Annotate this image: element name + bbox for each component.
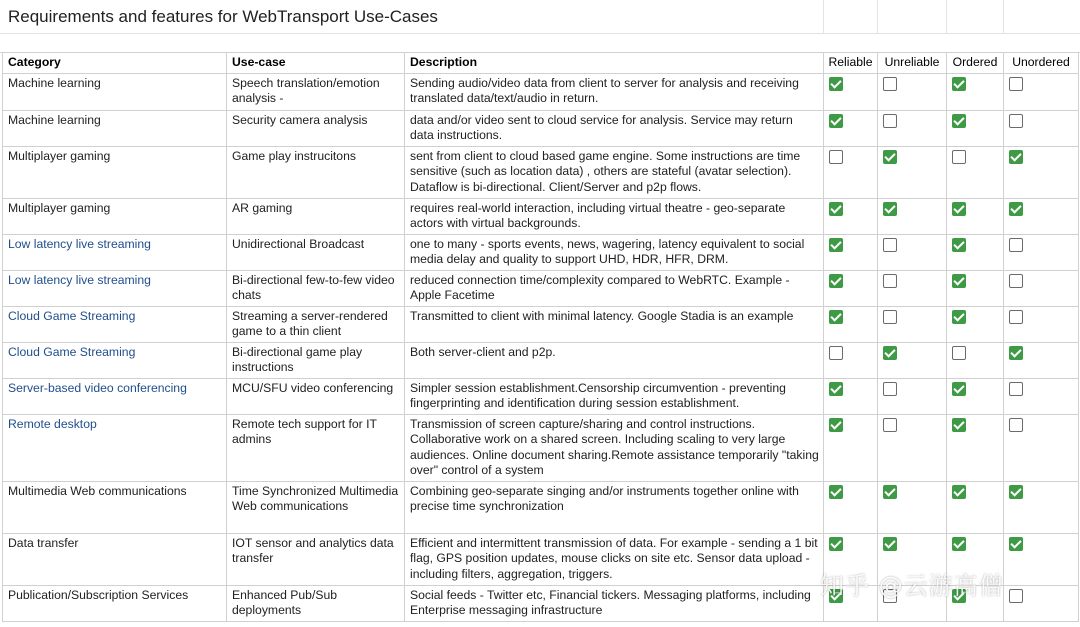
cell-category[interactable]: Low latency live streaming [3, 271, 227, 307]
checkbox-checked[interactable] [952, 382, 966, 396]
checkbox-checked[interactable] [829, 310, 843, 324]
checkbox-checked[interactable] [829, 202, 843, 216]
use-case-table [2, 52, 1079, 622]
checkbox-unchecked[interactable] [883, 310, 897, 324]
cell-description[interactable]: Transmitted to client with minimal latency. Google Stadia is an example [405, 307, 824, 343]
grid-line [1003, 0, 1004, 33]
cell-description[interactable]: requires real-world interaction, including virtual theatre - geo-separate actors with virtual backgrounds. [405, 199, 824, 235]
cell-ordered [947, 147, 1004, 199]
cell-unreliable [878, 343, 947, 379]
cell-category[interactable]: Remote desktop [3, 415, 227, 482]
header-description: Description [405, 53, 824, 74]
cell-reliable [824, 307, 878, 343]
checkbox-checked[interactable] [829, 238, 843, 252]
checkbox-unchecked[interactable] [1009, 382, 1023, 396]
cell-usecase[interactable]: MCU/SFU video conferencing [227, 379, 405, 415]
cell-ordered [947, 74, 1004, 111]
cell-usecase[interactable]: Bi-directional game play instructions [227, 343, 405, 379]
checkbox-unchecked[interactable] [883, 238, 897, 252]
cell-category[interactable]: Machine learning [3, 74, 227, 111]
cell-unreliable [878, 307, 947, 343]
title-row [0, 0, 1080, 34]
cell-unreliable [878, 271, 947, 307]
checkbox-unchecked[interactable] [952, 346, 966, 360]
cell-reliable [824, 74, 878, 111]
cell-usecase[interactable]: Speech translation/emotion analysis - [227, 74, 405, 111]
checkbox-checked[interactable] [952, 238, 966, 252]
checkbox-checked[interactable] [952, 418, 966, 432]
cell-usecase[interactable]: IOT sensor and analytics data transfer [227, 534, 405, 586]
cell-category[interactable]: Cloud Game Streaming [3, 307, 227, 343]
table-row [3, 271, 1079, 307]
cell-ordered [947, 482, 1004, 534]
cell-ordered [947, 343, 1004, 379]
grid-line [946, 0, 947, 33]
cell-unordered [1004, 379, 1079, 415]
cell-ordered [947, 379, 1004, 415]
checkbox-checked[interactable] [952, 77, 966, 91]
checkbox-unchecked[interactable] [883, 114, 897, 128]
cell-category[interactable]: Machine learning [3, 111, 227, 147]
checkbox-checked[interactable] [1009, 202, 1023, 216]
checkbox-unchecked[interactable] [829, 150, 843, 164]
table-row [3, 415, 1079, 482]
cell-description[interactable]: one to many - sports events, news, wagering, latency equivalent to social media delay and quality to support UHD, HDR, HFR, DRM. [405, 235, 824, 271]
table-row [3, 74, 1079, 111]
checkbox-checked[interactable] [829, 418, 843, 432]
cell-reliable [824, 379, 878, 415]
empty-row [0, 33, 1080, 53]
checkbox-checked[interactable] [883, 537, 897, 551]
checkbox-checked[interactable] [1009, 485, 1023, 499]
cell-unordered [1004, 271, 1079, 307]
cell-reliable [824, 111, 878, 147]
cell-category[interactable]: Cloud Game Streaming [3, 343, 227, 379]
cell-description[interactable]: Both server-client and p2p. [405, 343, 824, 379]
checkbox-checked[interactable] [952, 114, 966, 128]
cell-reliable [824, 199, 878, 235]
cell-usecase[interactable]: Unidirectional Broadcast [227, 235, 405, 271]
table-row [3, 343, 1079, 379]
sheet-title: Requirements and features for WebTransport Use-Cases [8, 7, 438, 26]
checkbox-unchecked[interactable] [1009, 418, 1023, 432]
cell-ordered [947, 415, 1004, 482]
cell-description[interactable]: Sending audio/video data from client to server for analysis and receiving translated data/text/audio in return. [405, 74, 824, 111]
checkbox-checked[interactable] [883, 202, 897, 216]
cell-usecase[interactable]: Time Synchronized Multimedia Web communications [227, 482, 405, 534]
checkbox-checked[interactable] [952, 202, 966, 216]
header-unreliable: Unreliable [878, 53, 947, 74]
cell-unreliable [878, 415, 947, 482]
cell-category[interactable]: Publication/Subscription Services [3, 586, 227, 622]
cell-description[interactable]: Transmission of screen capture/sharing and control instructions. Collaborative work on a shared screen. Including scaling to very large audiences. Online document sharing.Remote assistance temporarily "taking over" control of a system [405, 415, 824, 482]
cell-unordered [1004, 307, 1079, 343]
cell-description[interactable]: Combining geo-separate singing and/or instruments together online with precise time synchronization [405, 482, 824, 534]
cell-unordered [1004, 111, 1079, 147]
table-row [3, 199, 1079, 235]
checkbox-checked[interactable] [829, 537, 843, 551]
cell-reliable [824, 147, 878, 199]
cell-unordered [1004, 534, 1079, 586]
checkbox-checked[interactable] [829, 274, 843, 288]
checkbox-unchecked[interactable] [1009, 238, 1023, 252]
checkbox-unchecked[interactable] [952, 150, 966, 164]
cell-unordered [1004, 74, 1079, 111]
cell-reliable [824, 343, 878, 379]
checkbox-checked[interactable] [1009, 150, 1023, 164]
cell-unordered [1004, 482, 1079, 534]
cell-unreliable [878, 111, 947, 147]
cell-usecase[interactable]: Remote tech support for IT admins [227, 415, 405, 482]
cell-unordered [1004, 199, 1079, 235]
checkbox-unchecked[interactable] [1009, 274, 1023, 288]
checkbox-checked[interactable] [829, 382, 843, 396]
cell-unordered [1004, 343, 1079, 379]
table-row [3, 235, 1079, 271]
checkbox-checked[interactable] [883, 150, 897, 164]
cell-description[interactable]: Efficient and intermittent transmission of data. For example - sending a 1 bit flag, GPS position updates, mouse clicks on site etc. Sensor data upload - including filters, aggregation, triggers. [405, 534, 824, 586]
cell-description[interactable]: Social feeds - Twitter etc, Financial tickers. Messaging platforms, including Enterprise messaging infrastructure [405, 586, 824, 622]
header-unordered: Unordered [1004, 53, 1079, 74]
cell-reliable [824, 271, 878, 307]
grid-line [823, 0, 824, 33]
cell-usecase[interactable]: Security camera analysis [227, 111, 405, 147]
grid-line [877, 0, 878, 33]
cell-description[interactable]: sent from client to cloud based game engine. Some instructions are time sensitive (such as location data) , others are stateful (avatar selection). Dataflow is bi-directional. Client/Server and p2p flows. [405, 147, 824, 199]
cell-usecase[interactable]: Streaming a server-rendered game to a thin client [227, 307, 405, 343]
cell-usecase[interactable]: Enhanced Pub/Sub deployments [227, 586, 405, 622]
checkbox-unchecked[interactable] [1009, 310, 1023, 324]
cell-category[interactable]: Multiplayer gaming [3, 199, 227, 235]
header-usecase: Use-case [227, 53, 405, 74]
cell-unreliable [878, 147, 947, 199]
checkbox-checked[interactable] [883, 485, 897, 499]
checkbox-checked[interactable] [952, 274, 966, 288]
checkbox-unchecked[interactable] [1009, 77, 1023, 91]
checkbox-unchecked[interactable] [883, 274, 897, 288]
header-reliable: Reliable [824, 53, 878, 74]
cell-ordered [947, 111, 1004, 147]
cell-unreliable [878, 199, 947, 235]
cell-ordered [947, 307, 1004, 343]
cell-unreliable [878, 379, 947, 415]
cell-unordered [1004, 147, 1079, 199]
cell-description[interactable]: data and/or video sent to cloud service for analysis. Service may return data instructions. [405, 111, 824, 147]
checkbox-checked[interactable] [952, 537, 966, 551]
table-row [3, 307, 1079, 343]
checkbox-checked[interactable] [1009, 346, 1023, 360]
cell-category[interactable]: Data transfer [3, 534, 227, 586]
cell-category[interactable]: Multimedia Web communications [3, 482, 227, 534]
cell-unordered [1004, 415, 1079, 482]
checkbox-checked[interactable] [829, 114, 843, 128]
cell-unordered [1004, 586, 1079, 622]
cell-usecase[interactable]: Game play instrucitons [227, 147, 405, 199]
checkbox-unchecked[interactable] [883, 382, 897, 396]
checkbox-unchecked[interactable] [1009, 589, 1023, 603]
cell-description[interactable]: Simpler session establishment.Censorship circumvention - preventing fingerprinting and identification during session establishment. [405, 379, 824, 415]
cell-ordered [947, 235, 1004, 271]
cell-ordered [947, 199, 1004, 235]
cell-usecase[interactable]: AR gaming [227, 199, 405, 235]
cell-unreliable [878, 482, 947, 534]
watermark: 知乎 @云游高僧 [820, 572, 1004, 600]
table-row [3, 111, 1079, 147]
checkbox-checked[interactable] [952, 485, 966, 499]
cell-description[interactable]: reduced connection time/complexity compared to WebRTC. Example - Apple Facetime [405, 271, 824, 307]
header-ordered: Ordered [947, 53, 1004, 74]
table-body [3, 74, 1079, 622]
cell-unreliable [878, 74, 947, 111]
checkbox-unchecked[interactable] [829, 346, 843, 360]
cell-usecase[interactable]: Bi-directional few-to-few video chats [227, 271, 405, 307]
cell-unordered [1004, 235, 1079, 271]
checkbox-unchecked[interactable] [1009, 114, 1023, 128]
cell-category[interactable]: Low latency live streaming [3, 235, 227, 271]
header-row [3, 53, 1079, 74]
checkbox-checked[interactable] [829, 77, 843, 91]
table-row [3, 482, 1079, 534]
cell-reliable [824, 235, 878, 271]
table-row [3, 147, 1079, 199]
checkbox-checked[interactable] [952, 310, 966, 324]
checkbox-checked[interactable] [1009, 537, 1023, 551]
checkbox-checked[interactable] [829, 485, 843, 499]
checkbox-unchecked[interactable] [883, 77, 897, 91]
checkbox-unchecked[interactable] [883, 418, 897, 432]
cell-ordered [947, 271, 1004, 307]
cell-reliable [824, 482, 878, 534]
table-row [3, 379, 1079, 415]
cell-unreliable [878, 235, 947, 271]
checkbox-checked[interactable] [883, 346, 897, 360]
cell-reliable [824, 415, 878, 482]
header-category: Category [3, 53, 227, 74]
cell-category[interactable]: Server-based video conferencing [3, 379, 227, 415]
cell-category[interactable]: Multiplayer gaming [3, 147, 227, 199]
